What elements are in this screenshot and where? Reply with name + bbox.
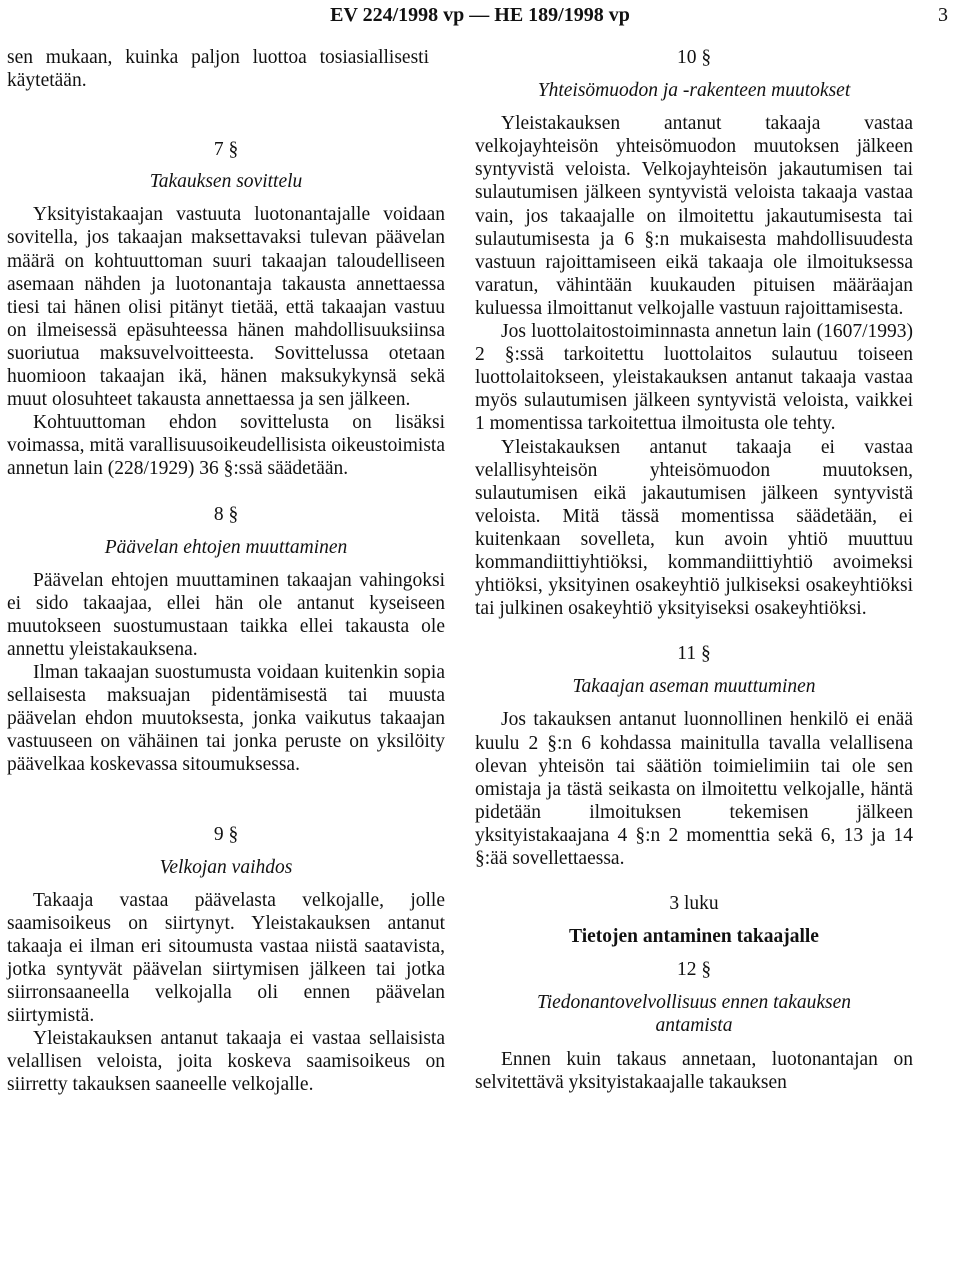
section-10-paragraph-3: Yleistakauksen antanut takaaja ei vastaa velallisyhteisön yhteisömuodon muutoksen, sulautumisen eikä jakautumisen jälkeen syntyvistä veloista. Mitä tässä momentissa säädetään, ei kuitenkaan sovelleta, kun avoin yhtiö muuttuu kommandiittiyhtiöksi, kommandiittiyhtiö avoimeksi yhtiöksi, yksityinen osakeyhtiö julkiseksi osakeyhtiöksi tai julkinen osakeyhtiö yksityiseksi osakeyhtiöksi. [475,436,913,620]
section-7-paragraph-1: Yksityistakaajan vastuuta luotonantajalle voidaan sovitella, jos takaajan maksettavaksi tulevan päävelan määrä on kohtuuttoman suuri takaajan taloudelliseen asemaan nähden ja luotonantaja takausta annettaessa tiesi tai hänen olisi pitänyt tietää, että takaajan vastuu on ilmeisessä epäsuhteessa hänen mahdollisuuksiinsa suoriutua maksuvelvoitteesta. Sovittelussa otetaan huomioon takaajan ikä, hänen maksukykynsä sekä muut olosuhteet takausta annettaessa ja sen jälkeen. [7,204,445,411]
section-8-paragraph-1: Päävelan ehtojen muuttaminen takaajan vahingoksi ei sido takaajaa, ellei hän ole antanut kyseiseen muutokseen suostumustaan taikka ellei takausta ole annettu yleistakauksena. [7,569,445,660]
section-7-number: 7 § [213,139,239,161]
section-10-title: Yhteisömuodon ja -rakenteen muutokset [537,80,851,102]
continuation-text: sen mukaan, kuinka paljon luottoa tosiasiallisesti käytetään. [7,47,429,92]
chapter-3-number: 3 luku [669,893,719,915]
section-11-paragraph-1: Jos takauksen antanut luonnollinen henkilö ei enää kuulu 2 §:n 6 kohdassa mainitulla tavalla velallisena olevan yhteisön tai säätiön toimielimiin tai ole sen omistaja ja tästä seikasta on ilmoitettu velkojalle, häntä pidetään ilmoituksen tekemisen jälkeen yksityistakaajana 4 §:n 2 momenttia sekä 6, 13 ja 14 §:ää sovellettaessa. [475,709,913,869]
section-9-number: 9 § [213,823,239,845]
document-id: EV 224/1998 vp — HE 189/1998 vp [330,4,630,26]
right-column [475,46,913,1094]
page-number: 3 [938,4,948,26]
section-7-title: Takauksen sovittelu [149,171,303,193]
section-9-paragraph-1: Takaaja vastaa päävelasta velkojalle, jolle saamisoikeus on siirtynyt. Yleistakauksen antanut takaaja ei ilman eri sitoumusta vastaa niistä saatavista, jotka syntyvät päävelan siirtymisen jälkeen tai jotka siirronsaaneella velkojalla oli ennen päävelan siirtymistä. [7,889,445,1027]
page-header [0,0,960,30]
section-8-title: Päävelan ehtojen muuttaminen [104,536,348,558]
section-9-title: Velkojan vaihdos [159,856,293,878]
section-9-paragraph-2: Yleistakauksen antanut takaaja ei vastaa sellaisista velallisen veloista, joita koskeva saamisoikeus on siirretty takauksen saaneelle velkojalle. [7,1028,445,1096]
section-8-paragraph-2: Ilman takaajan suostumusta voidaan kuitenkin sopia sellaisesta maksuajan pidentämisestä tai muusta päävelan ehdon muutoksesta, jonka vaikutus takaajan vastuuseen on vähäinen tai jonka peruste on yksilöity päävelkaa koskevassa sitoumuksessa. [7,662,445,776]
section-10-number: 10 § [676,47,712,68]
section-11-number: 11 § [677,643,711,665]
section-7-paragraph-2: Kohtuuttoman ehdon sovittelusta on lisäksi voimassa, mitä varallisuusoikeudellisista oikeustoimista annetun lain (228/1929) 36 §:ssä säädetään. [7,412,445,480]
section-12-number: 12 § [676,959,712,981]
section-11-title: Takaajan aseman muuttuminen [572,676,816,698]
section-10-paragraph-1: Yleistakauksen antanut takaaja vastaa velkojayhteisön yhteisömuodon muutoksen jälkeen syntyvistä veloista. Velkojayhteisön jakautumisen tai sulautumisen jälkeen syntyvistä veloista takaaja vastaa vain, jos takaajalle on ilmoitettu jakautumisesta tai sulautumisesta ja 6 §:n mukaisesta mahdollisuudesta vastuun rajoittamiseen eikä takaaja ole ilmoituksessa varatun, vähintään kuukauden pituisen määräajan kuluessa ilmoittanut velkojalle vastuun rajoittamisesta. [475,113,913,319]
section-8-number: 8 § [213,503,239,525]
chapter-3-title: Tietojen antaminen takaajalle [569,926,819,948]
section-12-paragraph-1: Ennen kuin takaus annetaan, luotonantajan on selvitettävä yksityistakaajalle takauksen [475,1048,913,1093]
section-10-paragraph-2: Jos luottolaitostoiminnasta annetun lain (1607/1993) 2 §:ssä tarkoitettu luottolaitos sulautuu toiseen luottolaitokseen, yleistakauksen antanut takaaja vastaa myös sulautumisen jälkeen syntyvistä veloista, vaikkei 1 momentissa tarkoitettua ilmoitusta ole tehty. [475,321,913,435]
section-12-title: Tiedonantovelvollisuus ennen takauksen antamista [536,992,852,1037]
left-column [7,46,445,1097]
